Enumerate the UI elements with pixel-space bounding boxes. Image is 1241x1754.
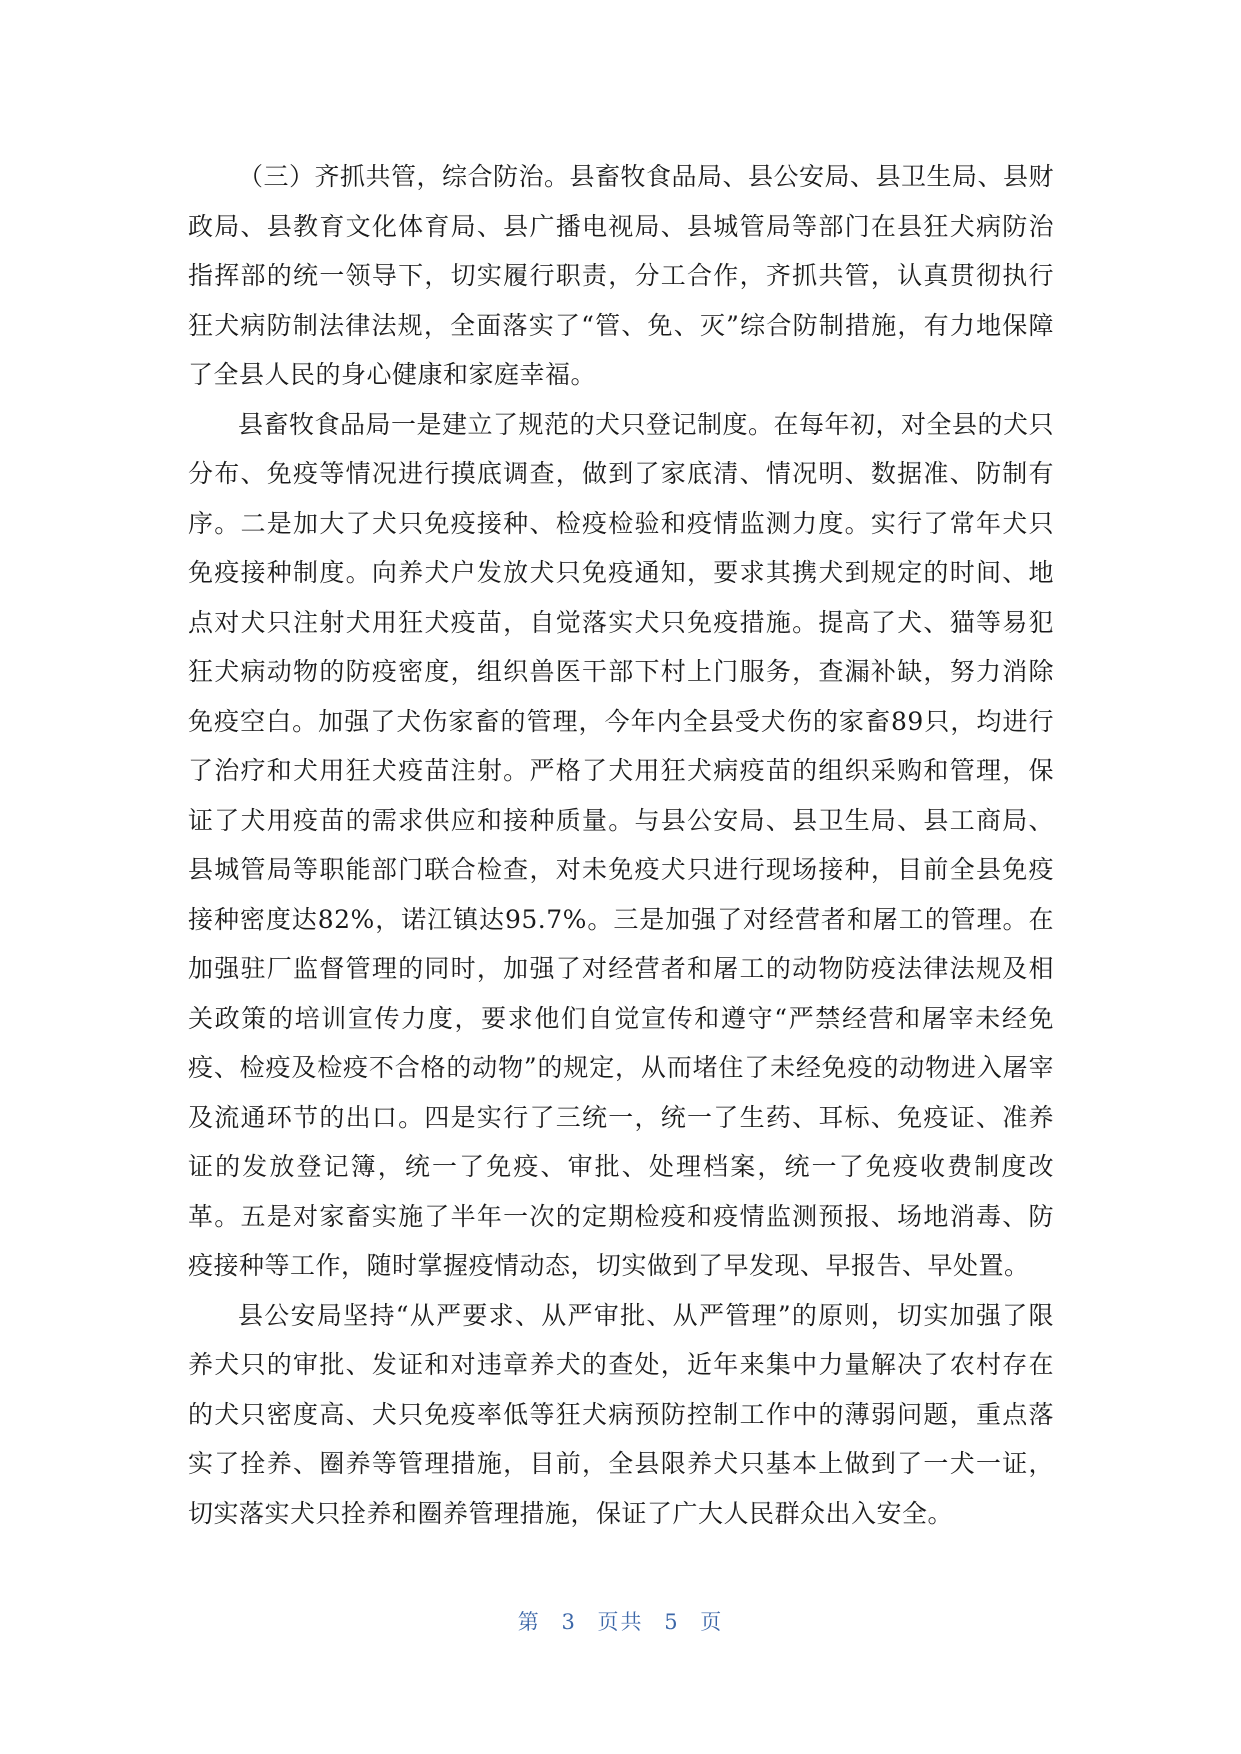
page-number-footer — [0, 1606, 1241, 1636]
paragraph-comprehensive-control: （三）齐抓共管，综合防治。县畜牧食品局、县公安局、县卫生局、县财政局、县教育文化体育局、县广播电视局、县城管局等部门在县狂犬病防治指挥部的统一领导下，切实履行职责，分工合作，齐抓共管，认真贯彻执行狂犬病防制法律法规，全面落实了“管、免、灭”综合防制措施，有力地保障了全县人民的身心健康和家庭幸福。 — [188, 162, 1055, 389]
document-body — [188, 152, 1054, 1538]
page-mid-text: 页共 — [597, 1610, 644, 1634]
page-suffix: 页 — [700, 1610, 724, 1634]
paragraph-public-security-bureau: 县公安局坚持“从严要求、从严审批、从严管理”的原则，切实加强了限养犬只的审批、发证和对违章养犬的查处，近年来集中力量解决了农村存在的犬只密度高、犬只免疫率低等狂犬病预防控制工作中的薄弱问题，重点落实了拴养、圈养等管理措施，目前，全县限养犬只基本上做到了一犬一证，切实落实犬只拴养和圈养管理措施，保证了广大人民群众出入安全。 — [188, 1300, 1054, 1528]
page-prefix: 第 — [517, 1610, 541, 1634]
current-page-number: 3 — [561, 1610, 577, 1634]
paragraph-livestock-bureau: 县畜牧食品局一是建立了规范的犬只登记制度。在每年初，对全县的犬只分布、免疫等情况进行摸底调查，做到了家底清、情况明、数据准、防制有序。二是加大了犬只免疫接种、检疫检验和疫情监测力度。实行了常年犬只免疫接种制度。向养犬户发放犬只免疫通知，要求其携犬到规定的时间、地点对犬只注射犬用狂犬疫苗，自觉落实犬只免疫措施。提高了犬、猫等易犯狂犬病动物的防疫密度，组织兽医干部下村上门服务，查漏补缺，努力消除免疫空白。加强了犬伤家畜的管理，今年内全县受犬伤的家畜89只，均进行了治疗和犬用狂犬疫苗注射。严格了犬用狂犬病疫苗的组织采购和管理，保证了犬用疫苗的需求供应和接种质量。与县公安局、县卫生局、县工商局、县城管局等职能部门联合检查，对未免疫犬只进行现场接种，目前全县免疫接种密度达82%，诺江镇达95.7%。三是加强了对经营者和屠工的管理。在加强驻厂监督管理的同时，加强了对经营者和屠工的动物防疫法律法规及相关政策的培训宣传力度，要求他们自觉宣传和遵守“严禁经营和屠宰未经免疫、检疫及检疫不合格的动物”的规定，从而堵住了未经免疫的动物进入屠宰及流通环节的出口。四是实行了三统一，统一了生药、耳标、免疫证、准养证的发放登记簿，统一了免疫、审批、处理档案，统一了免疫收费制度改革。五是对家畜实施了半年一次的定期检疫和疫情监测预报、场地消毒、防疫接种等工作，随时掌握疫情动态，切实做到了早发现、早报告、早处置。 — [188, 409, 1055, 1280]
total-page-count: 5 — [664, 1610, 680, 1634]
